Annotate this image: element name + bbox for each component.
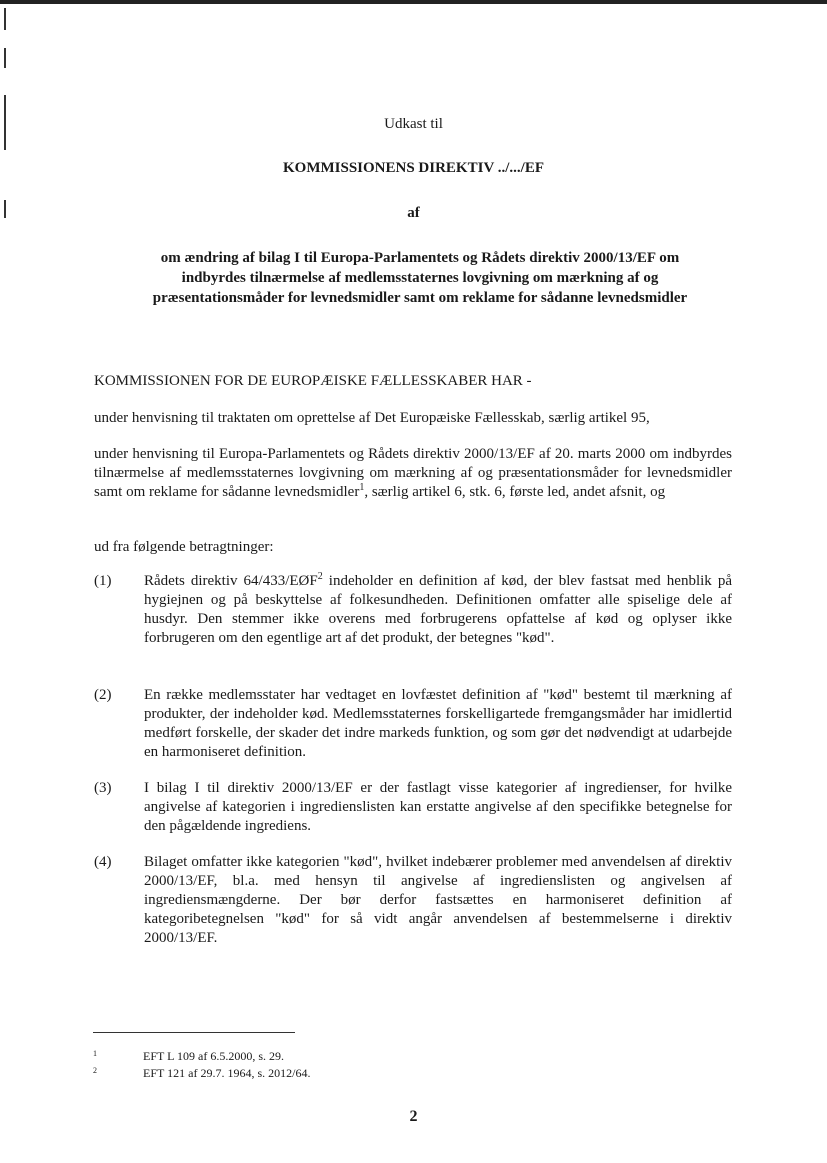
considerations-intro: ud fra følgende betragtninger: [94,539,274,555]
item-number: (1) [94,573,112,589]
preamble-heading: KOMMISSIONEN FOR DE EUROPÆISKE FÆLLESSKABER HAR - [94,373,532,389]
subject-line: om ændring af bilag I til Europa-Parlamentets og Rådets direktiv 2000/13/EF om [160,250,680,266]
scan-mark [4,8,6,30]
scan-top-edge [0,0,827,4]
item-text-part: Rådets direktiv 64/433/EØF [144,573,318,589]
scan-mark [4,48,6,68]
item-text-part: indeholder en definition af kød, der blev fastsat med henblik på hygiejnen og på beskyttelse af folkesundheden. Definitionen omfatter alle spiselige dele af husdyr. Den stemmer ikke overens med forbrugerens opfattelse af kød og oplyser ikke forbrugeren om den egentlige art af det produkt, der betegnes "kød". [144,573,733,646]
footnote-mark: 2 [93,1066,97,1075]
item-number: (3) [94,780,112,796]
footnote-mark: 1 [93,1049,97,1058]
footnote-text: EFT 121 af 29.7. 1964, s. 2012/64. [143,1066,311,1080]
footnote-ref: 1 [359,482,365,493]
footnote-divider [93,1032,295,1033]
item-text: I bilag I til direktiv 2000/13/EF er der fastlagt visse kategorier af ingredienser, for hvilke angivelse af kategorien i ingredienslisten kan erstatte angivelse af den specifikke betegnelse for den pågældende ingrediens. [144,780,732,834]
document-subject [100,248,740,308]
item-text: En række medlemsstater har vedtaget en lovfæstet definition af "kød" bestemt til mærkning af produkter, der indeholder kød. Medlemsstaternes forskelligartede fremgangsmåder har imidlertid medført forskelle, der skader det indre markeds funktion, og som gør det nødvendigt at udarbejde en harmoniseret definition. [144,687,732,760]
recital-directive-text: under henvisning til Europa-Parlamentets og Rådets direktiv 2000/13/EF af 20. marts 2000 om indbyrdes tilnærmelse af medlemsstaternes lovgivning om mærkning af og præsentationsmåder for levnedsmidler samt om reklame for sådanne levnedsmidler [94,446,732,500]
item-text [144,572,732,648]
item-number: (4) [94,854,112,870]
recital-directive [94,445,732,502]
footnote-ref: 2 [317,571,323,582]
subject-line: præsentationsmåder for levnedsmidler samt om reklame for sådanne levnedsmidler [152,290,688,306]
document-af: af [407,205,420,221]
recital-treaty: under henvisning til traktaten om oprettelse af Det Europæiske Fællesskab, særlig artikel 95, [94,410,650,426]
subject-line: indbyrdes tilnærmelse af medlemsstaternes lovgivning om mærkning af og [181,270,659,286]
page-number: 2 [409,1108,418,1125]
item-number: (2) [94,687,112,703]
recital-directive-text: , særlig artikel 6, stk. 6, første led, andet afsnit, og [364,484,666,500]
document-label: Udkast til [384,116,443,132]
item-text: Bilaget omfatter ikke kategorien "kød", hvilket indebærer problemer med anvendelsen af direktiv 2000/13/EF, bl.a. med hensyn til angivelse af ingredienslisten og angivelsen af ingrediensmængderne. Der bør derfor fastsættes en harmoniseret definition af kategoribetegnelsen "kød" for så vidt angår anvendelsen af bestemmelserne i direktiv 2000/13/EF. [144,854,732,946]
footnote-text: EFT L 109 af 6.5.2000, s. 29. [143,1049,284,1063]
document-title: KOMMISSIONENS DIREKTIV ../.../EF [282,160,545,176]
